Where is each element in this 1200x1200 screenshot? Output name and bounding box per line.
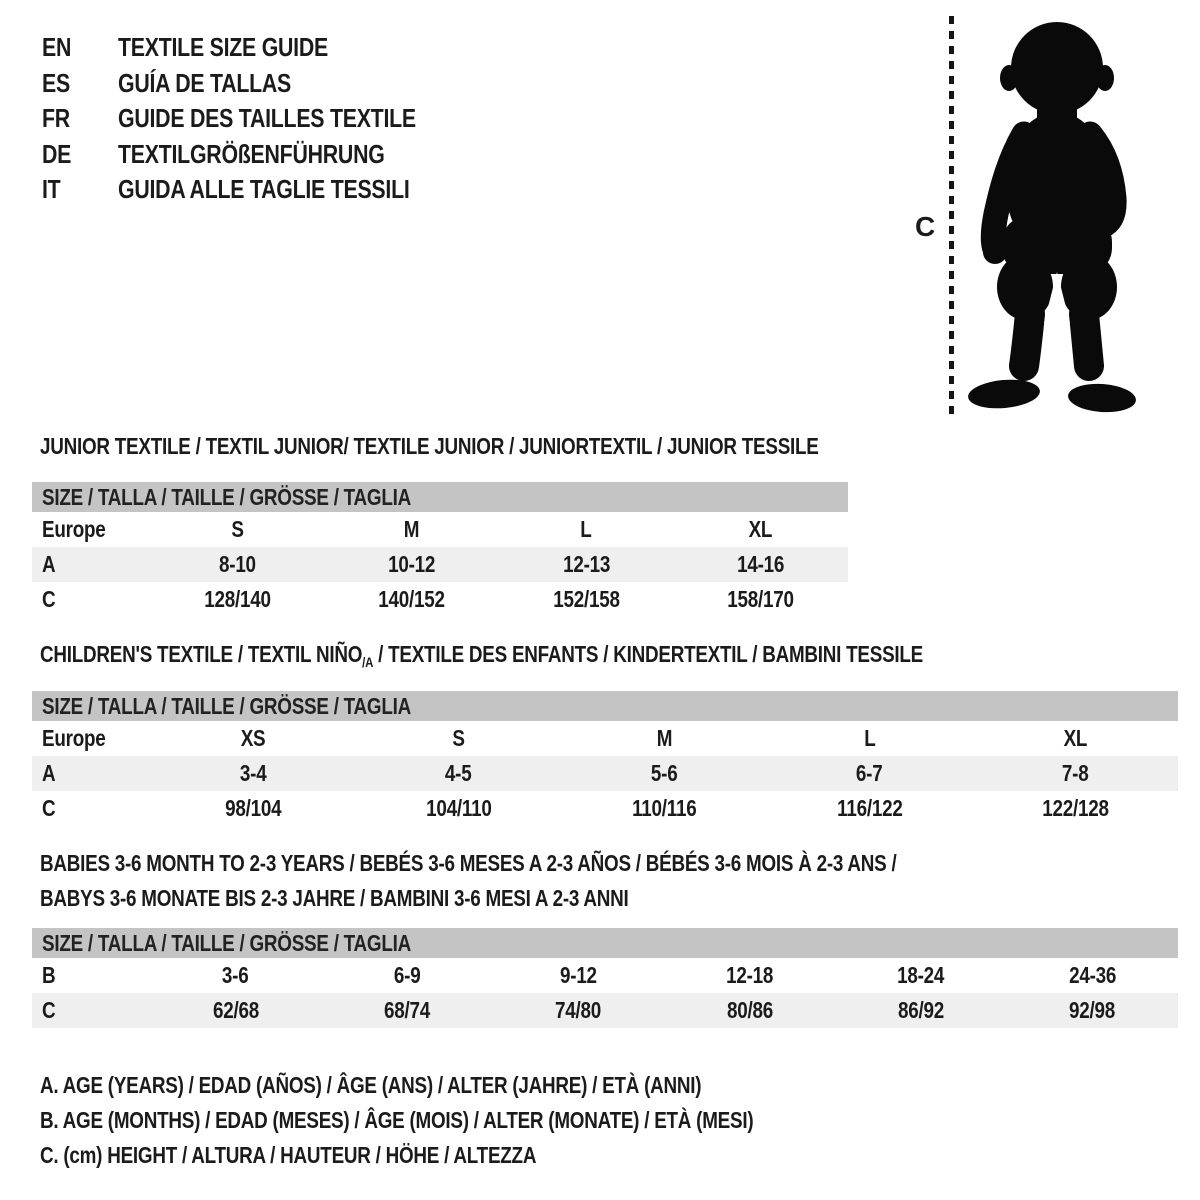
footnote-b: B. AGE (MONTHS) / EDAD (MESES) / ÂGE (MOIS) / ALTER (MONATE) / ETÀ (MESI) <box>40 1106 754 1133</box>
table-row-age: A 3-4 4-5 5-6 6-7 7-8 <box>32 756 1178 791</box>
baby-leg-left <box>1024 314 1030 366</box>
table-row-height: C 62/68 68/74 74/80 80/86 86/92 92/98 <box>32 993 1178 1028</box>
lang-code: IT <box>42 174 61 205</box>
baby-leg-right <box>1084 314 1089 366</box>
language-title-block <box>42 30 481 208</box>
row-label: C <box>42 795 56 821</box>
guide-title-it: GUIDA ALLE TAGLIE TESSILI <box>118 174 410 205</box>
babies-section-title-line1: BABIES 3-6 MONTH TO 2-3 YEARS / BEBÉS 3-6 MESES A 2-3 AÑOS / BÉBÉS 3-6 MOIS À 2-3 ANS / <box>40 849 897 876</box>
junior-size-table <box>32 482 848 617</box>
nino-a-subscript: /A <box>362 653 374 670</box>
table-row-age: A 8-10 10-12 12-13 14-16 <box>32 547 848 582</box>
guide-title-en: TEXTILE SIZE GUIDE <box>118 32 328 63</box>
toddler-silhouette-icon <box>962 16 1152 421</box>
footnote-a: A. AGE (YEARS) / EDAD (AÑOS) / ÂGE (ANS) / ALTER (JAHRE) / ETÀ (ANNI) <box>40 1071 702 1098</box>
row-label: C <box>42 586 56 612</box>
lang-code: FR <box>42 103 70 134</box>
babies-size-table <box>32 928 1178 1028</box>
lang-code: ES <box>42 67 70 98</box>
lang-code: EN <box>42 32 72 63</box>
baby-foot-left <box>967 377 1041 411</box>
table-row-europe: Europe XS S M L XL <box>32 721 1178 756</box>
junior-section-title: JUNIOR TEXTILE / TEXTIL JUNIOR/ TEXTILE JUNIOR / JUNIORTEXTIL / JUNIOR TESSILE <box>40 432 819 459</box>
row-label: A <box>42 760 56 786</box>
table-row-europe: Europe S M L XL <box>32 512 848 547</box>
row-label: A <box>42 551 56 577</box>
lang-line-en <box>42 30 481 66</box>
footnote-c: C. (cm) HEIGHT / ALTURA / HAUTEUR / HÖHE / ALTEZZA <box>40 1141 537 1168</box>
table-row-age-months: B 3-6 6-9 9-12 12-18 18-24 24-36 <box>32 958 1178 993</box>
table-row-height: C 98/104 104/110 110/116 116/122 122/128 <box>32 791 1178 826</box>
lang-line-fr <box>42 101 481 137</box>
row-label: B <box>42 962 56 988</box>
row-label: Europe <box>42 725 106 751</box>
guide-title-es: GUÍA DE TALLAS <box>118 67 292 98</box>
lang-line-es <box>42 66 481 102</box>
children-section-title: CHILDREN'S TEXTILE / TEXTIL $NIÑO_{/A}$ / TEXTILE DES ENFANTS / KINDERTEXTIL / BAMBINI TESSILE <box>40 640 924 670</box>
guide-title-de: TEXTILGRÖßENFÜHRUNG <box>118 138 385 169</box>
row-label: C <box>42 997 56 1023</box>
size-header-bar: SIZE / TALLA / TAILLE / GRÖSSE / TAGLIA <box>32 482 848 512</box>
babies-section-title-line2: BABYS 3-6 MONATE BIS 2-3 JAHRE / BAMBINI 3-6 MESI A 2-3 ANNI <box>40 884 629 911</box>
size-header-bar: SIZE / TALLA / TAILLE / GRÖSSE / TAGLIA <box>32 928 1178 958</box>
children-size-table <box>32 691 1178 826</box>
lang-line-de <box>42 137 481 173</box>
guide-title-fr: GUIDE DES TAILLES TEXTILE <box>118 103 416 134</box>
lang-line-it <box>42 172 481 208</box>
table-row-height: C 128/140 140/152 152/158 158/170 <box>32 582 848 617</box>
row-label: Europe <box>42 516 106 542</box>
baby-foot-right <box>1067 382 1137 415</box>
height-measure-label: C <box>915 211 936 242</box>
lang-code: DE <box>42 138 72 169</box>
height-measure-dashed-line <box>949 16 954 420</box>
size-header-bar: SIZE / TALLA / TAILLE / GRÖSSE / TAGLIA <box>32 691 1178 721</box>
